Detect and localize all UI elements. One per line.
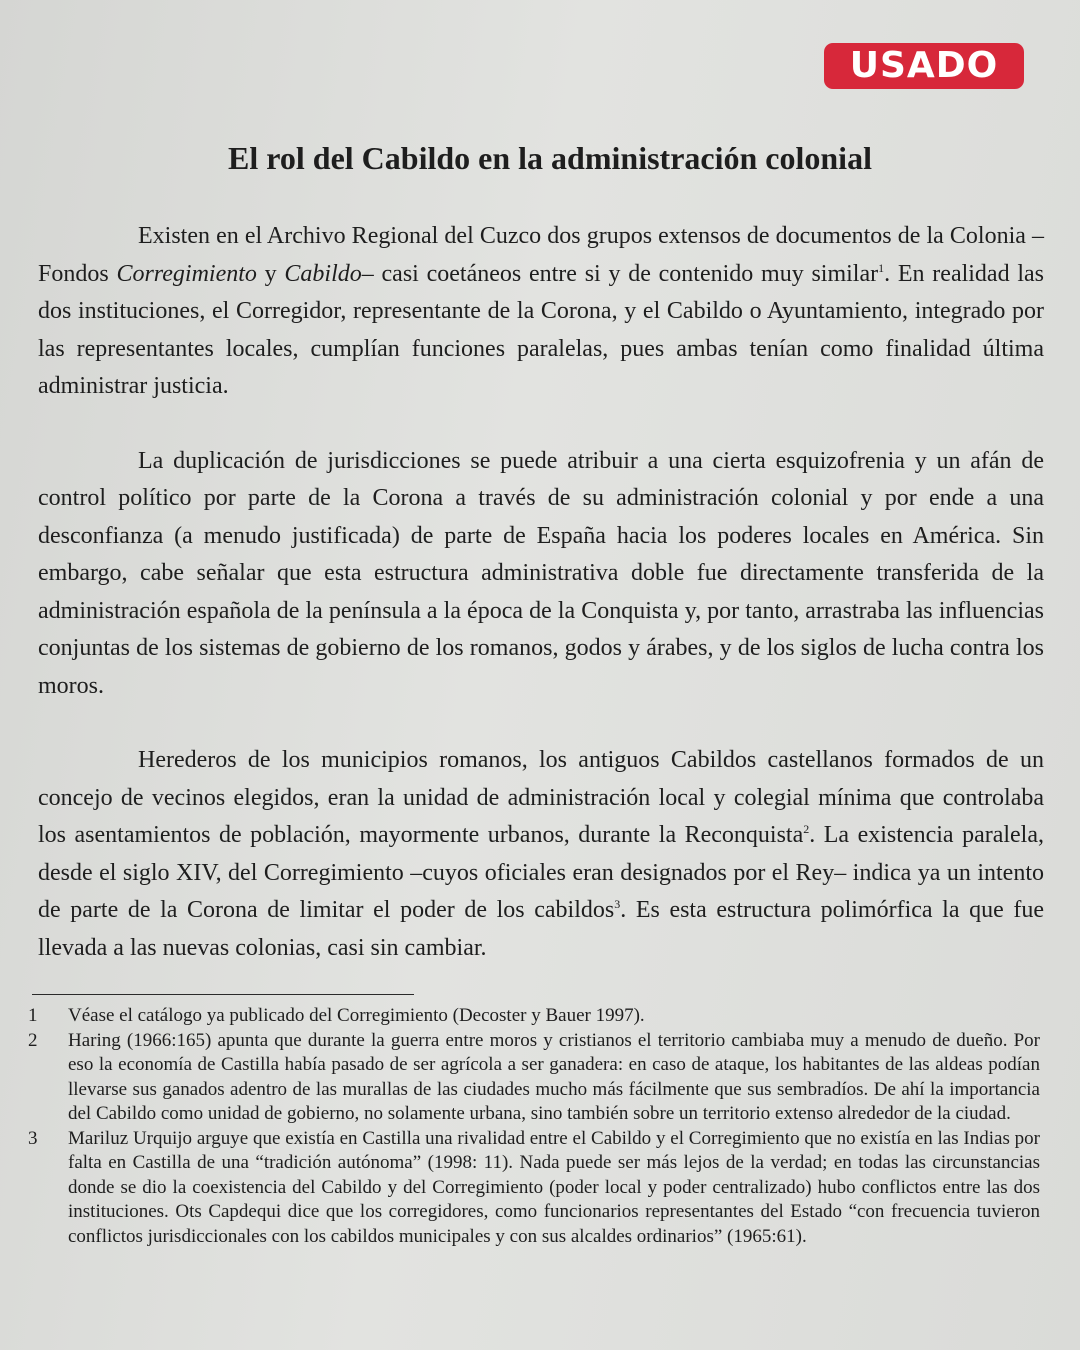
footnote-ref-3: 3 bbox=[614, 897, 621, 911]
footnotes bbox=[28, 1004, 1040, 1249]
footnote-number: 3 bbox=[28, 1127, 38, 1149]
paragraph-3 bbox=[38, 742, 1044, 967]
footnote-text: Haring (1966:165) apunta que durante la guerra entre moros y cristianos el territorio cambiaba muy a menudo de dueño. Por eso la economía de Castilla había pasado de ser agrícola a ser ganadera: en caso de ataque, los habitantes de las aldeas podían llevarse sus ganados adentro de las murallas de las ciudades mucho más fácilmente que sus sembradíos. De ahí la importancia del Cabildo como unidad de gobierno, no solamente urbana, sino también sobre un territorio extenso alrededor de la ciudad. bbox=[68, 1029, 1040, 1124]
paragraph-1-text-d: . En realidad las dos instituciones, el Corregidor, representante de la Corona, y el Cabildo o Ayuntamiento, integrado por las representantes locales, cumplían funciones paralelas, pues ambas tenían como finalidad última administrar justicia. bbox=[38, 260, 1045, 399]
paragraph-1-text-b: y bbox=[256, 260, 285, 287]
footnote-text: Véase el catálogo ya publicado del Corregimiento (Decoster y Bauer 1997). bbox=[68, 1005, 645, 1026]
footnote-number: 2 bbox=[28, 1029, 38, 1051]
footnote-ref-1: 1 bbox=[878, 260, 885, 275]
paragraph-3-text-c: . Es esta estructura polimórfica la que fue llevada a las nuevas colonias, casi sin cambiar. bbox=[38, 897, 1045, 961]
paragraph-1-emphasis-corregimiento: Corregimiento bbox=[116, 260, 257, 287]
body-text bbox=[38, 218, 1044, 1004]
paragraph-3-text-b: . La existencia paralela, desde el siglo XIV, del Corregimiento –cuyos oficiales eran designados por el Rey– indica ya un intento de parte de la Corona de limitar el poder de los cabildos bbox=[38, 822, 1044, 923]
paragraph-3-text-a: Herederos de los municipios romanos, los antiguos Cabildos castellanos formados de un concejo de vecinos elegidos, eran la unidad de administración local y colegial mínima que controlaba los asentamientos de población, mayormente urbanos, durante la Reconquista bbox=[38, 747, 1044, 848]
footnote-divider bbox=[32, 994, 414, 995]
footnote-ref-2: 2 bbox=[803, 822, 810, 836]
paragraph-1 bbox=[38, 218, 1044, 406]
chapter-title: El rol del Cabildo en la administración colonial bbox=[228, 140, 872, 176]
paragraph-2: La duplicación de jurisdicciones se puede atribuir a una cierta esquizofrenia y un afán de control político por parte de la Corona a través de su administración colonial y por ende a una desconfianza (a menudo justificada) de parte de España hacia los poderes locales en América. Sin embargo, cabe señalar que esta estructura administrativa doble fue directamente transferida de la administración española de la península a la época de la Conquista y, por tanto, arrastraba las influencias conjuntas de los sistemas de gobierno de los romanos, godos y árabes, y de los siglos de lucha contra los moros. bbox=[38, 447, 1044, 699]
footnote-number: 1 bbox=[28, 1005, 38, 1026]
used-badge: USADO bbox=[824, 43, 1024, 89]
footnote-2 bbox=[28, 1029, 1040, 1127]
footnote-text: Mariluz Urquijo arguye que existía en Castilla una rivalidad entre el Cabildo y el Corregimiento que no existía en las Indias por falta en Castilla de una “tradición autónoma” (1998: 11). Nada puede ser más lejos de la verdad; en todas las circunstancias donde se dio la coexistencia del Cabildo y del Corregimiento (poder local y poder centralizado) hubo conflictos entre las dos instituciones. Ots Capdequi dice que los corregidores, como funcionarios representantes del Estado “con frecuencia tuvieron conflictos jurisdiccionales con los cabildos municipales y con sus alcaldes ordinarios” (1965:61). bbox=[68, 1127, 1040, 1247]
paragraph-1-text-c: – casi coetáneos entre si y de contenido muy similar bbox=[361, 260, 879, 287]
paragraph-1-emphasis-cabildo: Cabildo bbox=[284, 260, 362, 287]
footnote-3 bbox=[28, 1127, 1040, 1250]
footnote-1 bbox=[28, 1004, 1040, 1029]
paragraph-1-text-a: Existen en el Archivo Regional del Cuzco dos grupos extensos de documentos de la Colonia –Fondos bbox=[38, 223, 1044, 287]
